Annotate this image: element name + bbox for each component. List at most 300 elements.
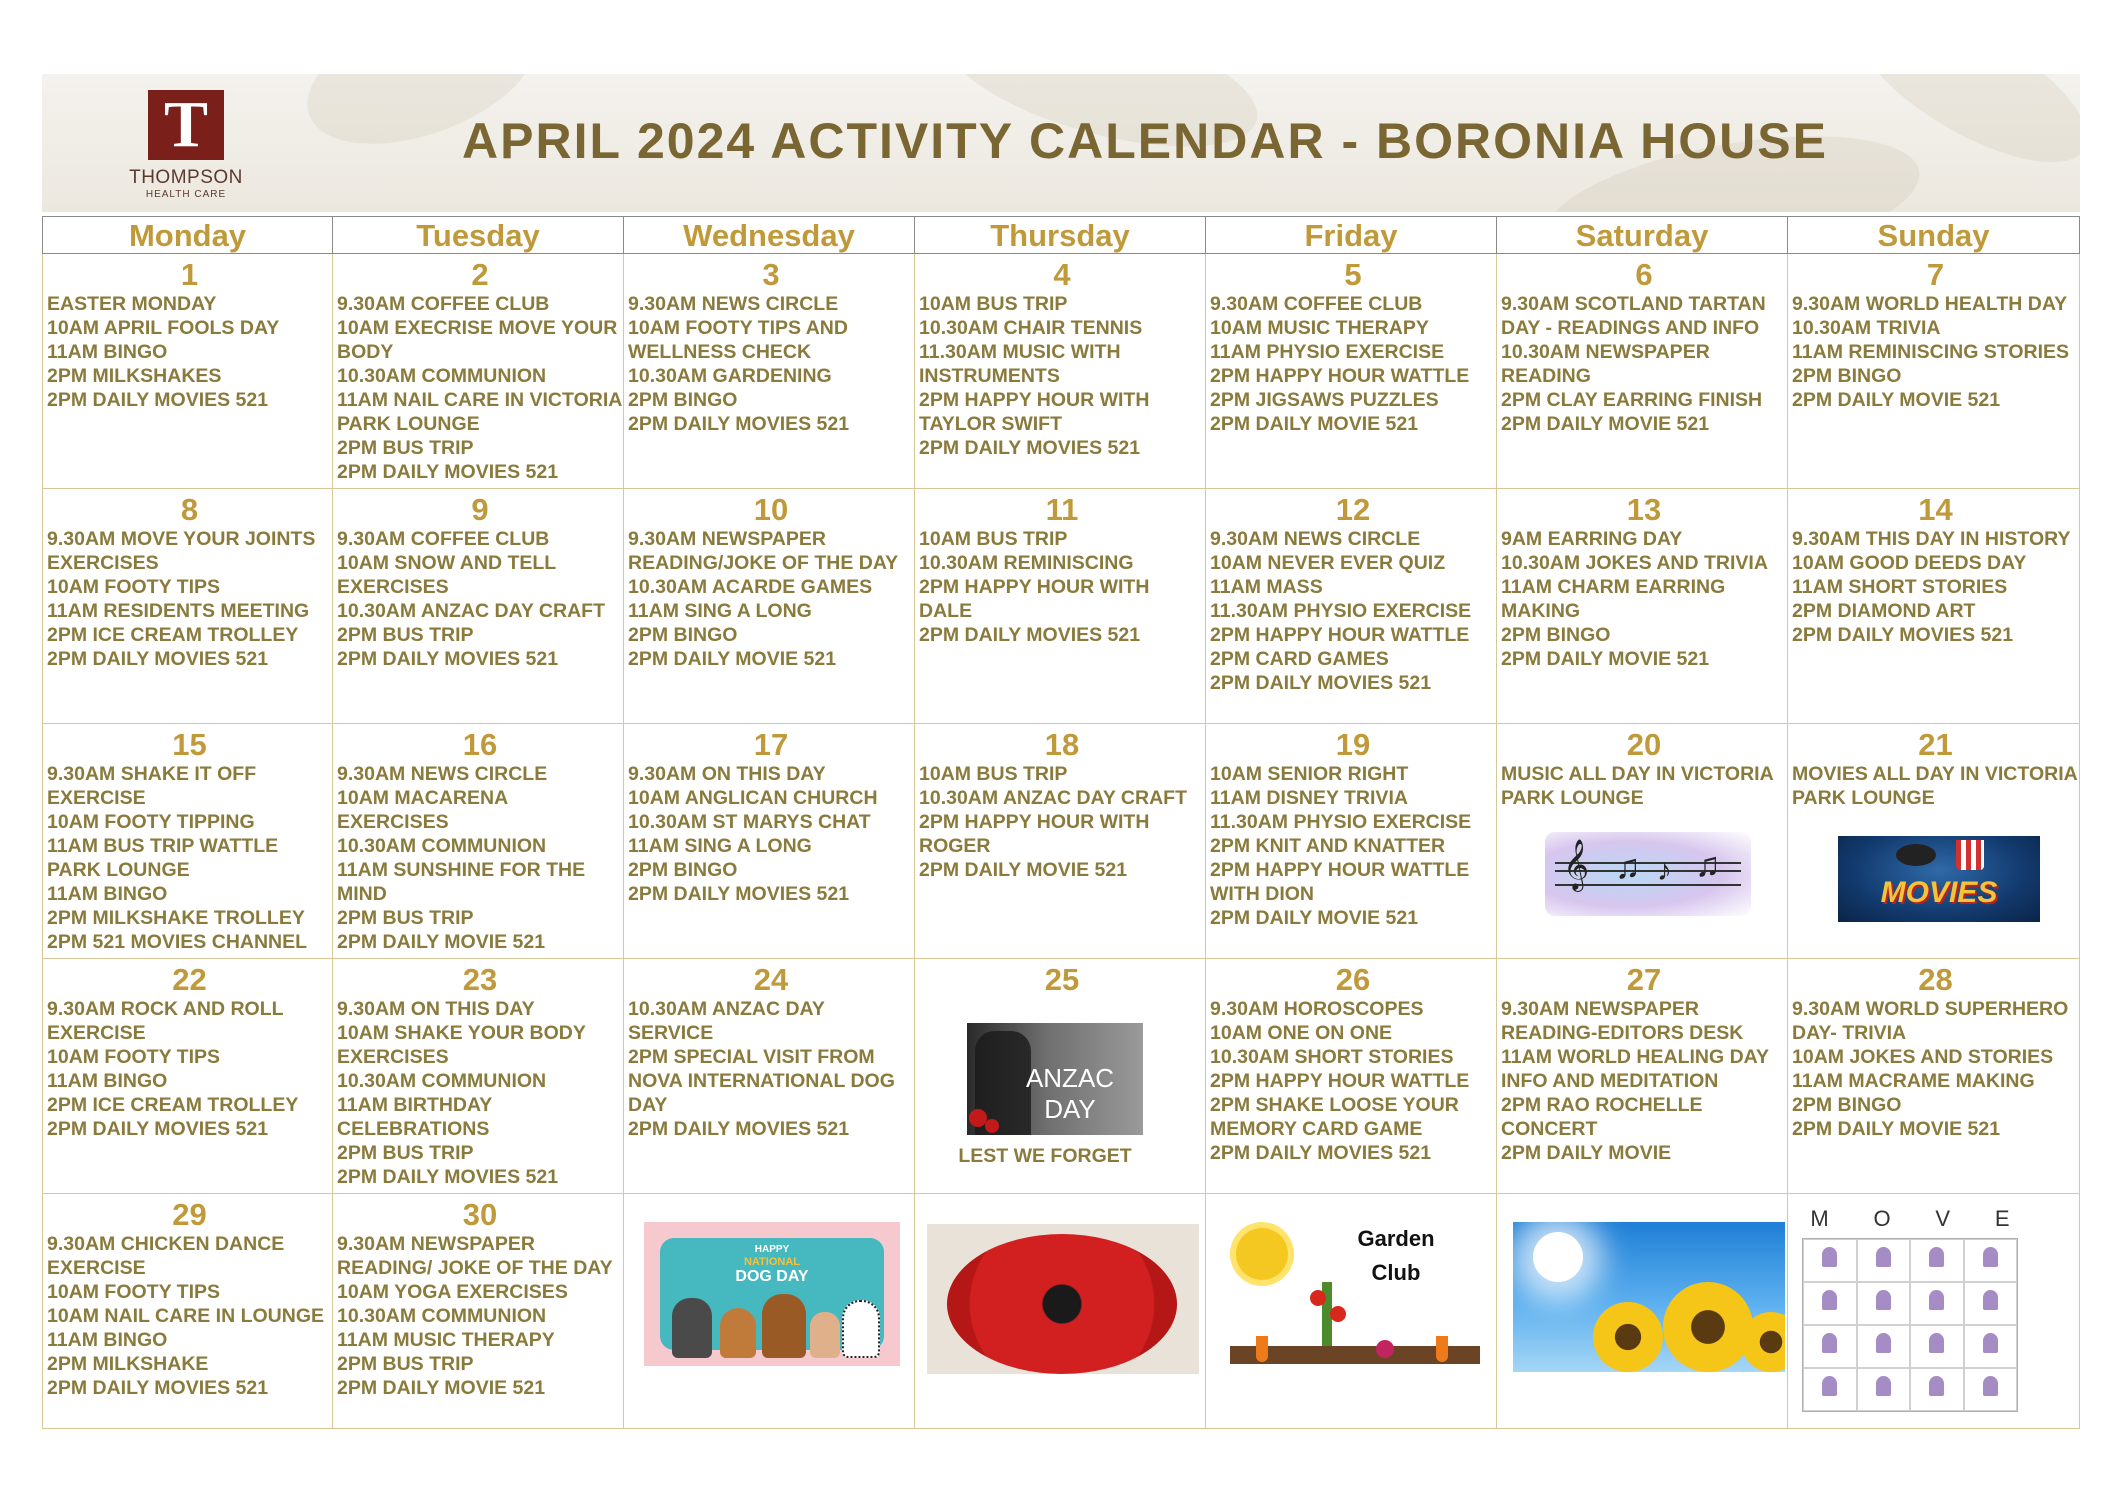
day-cell-29 — [42, 1194, 333, 1429]
day-number: 5 — [1344, 257, 1362, 292]
activity-item: 2PM DAILY MOVIE 521 — [1210, 907, 1419, 929]
day-number: 30 — [462, 1197, 498, 1232]
activity-item: 10AM BUS TRIP — [919, 293, 1068, 315]
day-cell-7 — [1788, 254, 2080, 489]
day-number: 2 — [471, 257, 489, 292]
activity-item: 2PM DAILY MOVIES 521 — [47, 389, 269, 411]
exercise-illustration — [1910, 1325, 1964, 1368]
activity-item: 10AM FOOTY TIPS — [47, 1281, 221, 1303]
activity-item: 10AM YOGA EXERCISES — [337, 1281, 568, 1303]
activity-item: 2PM BUS TRIP — [337, 437, 474, 459]
day-cell-1 — [42, 254, 333, 489]
day-header-friday: Friday — [1206, 216, 1497, 254]
activity-item: 2PM DAILY MOVIES 521 — [47, 1118, 269, 1140]
day-number: 16 — [462, 727, 498, 762]
activity-item: 9.30AM MOVE YOUR JOINTS EXERCISES — [47, 528, 316, 574]
day-number: 4 — [1053, 257, 1071, 292]
activity-item: 2PM ICE CREAM TROLLEY — [47, 624, 299, 646]
activity-list — [919, 292, 1205, 460]
day-number: 19 — [1335, 727, 1371, 762]
movies-image — [1838, 836, 2040, 922]
dog-day-happy: HAPPY — [754, 1244, 790, 1255]
day-header-saturday: Saturday — [1497, 216, 1788, 254]
activity-item: 2PM DAILY MOVIES 521 — [628, 883, 850, 905]
activity-item: 11AM RESIDENTS MEETING — [47, 600, 310, 622]
activity-item: 2PM DAILY MOVIES 521 — [1210, 1142, 1432, 1164]
empty-cell-friday — [1206, 1194, 1497, 1429]
page-title: APRIL 2024 ACTIVITY CALENDAR - BORONIA HOUSE — [462, 113, 1828, 169]
activity-item: 10AM JOKES AND STORIES — [1792, 1046, 2054, 1068]
activity-item: 2PM BUS TRIP — [337, 1142, 474, 1164]
activity-item: 10.30AM GARDENING — [628, 365, 832, 387]
activity-item: 10AM FOOTY TIPS — [47, 576, 221, 598]
activity-list — [1792, 762, 2079, 810]
activity-item: 2PM HAPPY HOUR WATTLE — [1210, 624, 1470, 646]
activity-item: 2PM DAILY MOVIES 521 — [47, 1377, 269, 1399]
activity-list — [1210, 762, 1496, 930]
activity-list — [337, 292, 623, 484]
day-cell-25 — [915, 959, 1206, 1194]
activity-item: 2PM BINGO — [628, 624, 738, 646]
activity-item: 2PM DAILY MOVIE 521 — [628, 648, 837, 670]
exercise-illustration — [1910, 1282, 1964, 1325]
logo-mark: T — [148, 90, 224, 160]
empty-cell-wednesday — [624, 1194, 915, 1429]
activity-item: 9.30AM WORLD SUPERHERO DAY- TRIVIA — [1792, 998, 2069, 1044]
activity-item: 2PM SPECIAL VISIT FROM NOVA INTERNATIONAL DOG DAY — [628, 1046, 895, 1116]
activity-item: 11AM BUS TRIP WATTLE PARK LOUNGE — [47, 835, 279, 881]
activity-item: 11AM PHYSIO EXERCISE — [1210, 341, 1445, 363]
activity-item: 11AM SHORT STORIES — [1792, 576, 2008, 598]
activity-item: 2PM JIGSAWS PUZZLES — [1210, 389, 1439, 411]
activity-item: 9.30AM ROCK AND ROLL EXERCISE — [47, 998, 284, 1044]
activity-item: 9.30AM COFFEE CLUB — [1210, 293, 1423, 315]
activity-list — [628, 762, 914, 906]
activity-list — [47, 762, 332, 954]
activity-item: 11AM DISNEY TRIVIA — [1210, 787, 1408, 809]
activity-item: 9.30AM NEWSPAPER READING/JOKE OF THE DAY — [628, 528, 899, 574]
day-number: 7 — [1926, 257, 1945, 292]
activity-item: 10.30AM SHORT STORIES — [1210, 1046, 1454, 1068]
activity-item: 9.30AM THIS DAY IN HISTORY — [1792, 528, 2071, 550]
exercise-illustration — [1964, 1325, 2018, 1368]
activity-item: 10AM FOOTY TIPPING — [47, 811, 255, 833]
day-cell-22 — [42, 959, 333, 1194]
activity-item: 2PM HAPPY HOUR WITH ROGER — [919, 811, 1150, 857]
anzac-day-image — [967, 1023, 1143, 1135]
activity-item: 2PM BINGO — [1792, 365, 1902, 387]
activity-item: 2PM DAILY MOVIES 521 — [337, 461, 559, 483]
popcorn-icon — [1956, 840, 1984, 870]
day-cell-24 — [624, 959, 915, 1194]
activity-list — [337, 1232, 623, 1400]
activity-item: 9.30AM COFFEE CLUB — [337, 293, 550, 315]
activity-item: 10AM APRIL FOOLS DAY — [47, 317, 280, 339]
day-number: 10 — [753, 492, 789, 527]
day-header-tuesday: Tuesday — [333, 216, 624, 254]
music-note-icon: 𝄞 — [1563, 840, 1590, 889]
activity-item: 10.30AM COMMUNION — [337, 835, 547, 857]
activity-item: 9.30AM WORLD HEALTH DAY — [1792, 293, 2068, 315]
activity-item: 2PM BINGO — [1792, 1094, 1902, 1116]
activity-item: 2PM HAPPY HOUR WITH DALE — [919, 576, 1150, 622]
activity-item: 11AM MUSIC THERAPY — [337, 1329, 555, 1351]
day-cell-17 — [624, 724, 915, 959]
move-letters — [1788, 1206, 2032, 1232]
activity-item: 11AM SING A LONG — [628, 600, 812, 622]
day-number: 14 — [1918, 492, 1953, 527]
activity-item: 9.30AM COFFEE CLUB — [337, 528, 550, 550]
day-cell-3 — [624, 254, 915, 489]
day-number: 3 — [762, 257, 780, 292]
day-header-monday: Monday — [42, 216, 333, 254]
activity-list — [1501, 292, 1787, 436]
activity-item: 11AM SING A LONG — [628, 835, 812, 857]
day-cell-13 — [1497, 489, 1788, 724]
activity-list — [1210, 997, 1496, 1165]
activity-item: 10AM FOOTY TIPS — [47, 1046, 221, 1068]
sun-icon — [1236, 1228, 1288, 1280]
activity-item: 9.30AM NEWSPAPER READING-EDITORS DESK — [1501, 998, 1744, 1044]
movies-label: MOVIES — [1880, 876, 1998, 909]
day-cell-21 — [1788, 724, 2080, 959]
day-cell-10 — [624, 489, 915, 724]
activity-item: 2PM DAILY MOVIES 521 — [337, 648, 559, 670]
activity-item: 2PM DAILY MOVIE — [1501, 1142, 1672, 1164]
activity-item: 2PM HAPPY HOUR WATTLE — [1210, 1070, 1470, 1092]
activity-list — [337, 762, 623, 954]
activity-item: 11AM SUNSHINE FOR THE MIND — [337, 859, 586, 905]
radish-icon — [1376, 1340, 1394, 1358]
day-cell-19 — [1206, 724, 1497, 959]
activity-item: 2PM DIAMOND ART — [1792, 600, 1976, 622]
exercise-illustration — [1857, 1282, 1911, 1325]
garden-club-image — [1226, 1216, 1486, 1366]
activity-item: 2PM DAILY MOVIES 521 — [47, 648, 269, 670]
activity-list — [1501, 762, 1787, 810]
exercise-illustration — [1857, 1239, 1911, 1282]
activity-item: 10.30AM NEWSPAPER READING — [1501, 341, 1710, 387]
activity-item: 9.30AM ON THIS DAY — [337, 998, 535, 1020]
activity-item: 11AM BIRTHDAY CELEBRATIONS — [337, 1094, 492, 1140]
exercise-illustration — [1964, 1239, 2018, 1282]
activity-item: MOVIES ALL DAY IN VICTORIA PARK LOUNGE — [1792, 763, 2077, 809]
activity-item: 10AM ONE ON ONE — [1210, 1022, 1393, 1044]
day-cell-5 — [1206, 254, 1497, 489]
activity-item: 2PM DAILY MOVIES 521 — [628, 413, 850, 435]
activity-list — [1210, 527, 1496, 695]
move-letter: E — [1994, 1206, 2010, 1231]
activity-item: 10.30AM COMMUNION — [337, 1070, 547, 1092]
activity-item: 9AM EARRING DAY — [1501, 528, 1683, 550]
exercise-grid — [1802, 1238, 2018, 1412]
calendar-grid — [42, 216, 2080, 1429]
exercise-illustration — [1910, 1239, 1964, 1282]
activity-item: 9.30AM NEWS CIRCLE — [337, 763, 548, 785]
activity-item: 11AM BINGO — [47, 883, 168, 905]
day-cell-27 — [1497, 959, 1788, 1194]
day-cell-15 — [42, 724, 333, 959]
activity-list — [47, 997, 332, 1141]
move-letter: O — [1873, 1206, 1891, 1231]
activity-item: 2PM RAO ROCHELLE CONCERT — [1501, 1094, 1703, 1140]
exercise-illustration — [1803, 1368, 1857, 1411]
activity-item: 10AM BUS TRIP — [919, 528, 1068, 550]
exercise-illustration — [1803, 1325, 1857, 1368]
sunflower-icon — [1593, 1302, 1663, 1372]
activity-item: 9.30AM ON THIS DAY — [628, 763, 826, 785]
activity-item: 9.30AM CHICKEN DANCE EXERCISE — [47, 1233, 285, 1279]
activity-list — [1792, 997, 2079, 1141]
day-number: 8 — [180, 492, 199, 527]
day-cell-4 — [915, 254, 1206, 489]
activity-item: 10.30AM COMMUNION — [337, 365, 547, 387]
activity-item: 2PM SHAKE LOOSE YOUR MEMORY CARD GAME — [1210, 1094, 1459, 1140]
activity-item: 2PM DAILY MOVIE 521 — [1792, 1118, 2001, 1140]
day-number: 26 — [1335, 962, 1371, 997]
exercise-illustration — [1857, 1325, 1911, 1368]
empty-cell-saturday — [1497, 1194, 1788, 1429]
activity-list — [47, 1232, 332, 1400]
dog-icon — [810, 1312, 840, 1358]
activity-item: 2PM BUS TRIP — [337, 624, 474, 646]
day-number: 27 — [1626, 962, 1662, 997]
day-cell-16 — [333, 724, 624, 959]
exercise-illustration — [1857, 1368, 1911, 1411]
activity-item: 10.30AM JOKES AND TRIVIA — [1501, 552, 1768, 574]
activity-list — [919, 527, 1205, 647]
activity-list — [919, 762, 1205, 882]
move-letter: V — [1935, 1206, 1951, 1231]
activity-item: 11AM BINGO — [47, 1070, 168, 1092]
activity-item: 2PM 521 MOVIES CHANNEL — [47, 931, 308, 953]
poppy-image — [927, 1224, 1199, 1374]
activity-item: 11.30AM PHYSIO EXERCISE — [1210, 811, 1472, 833]
activity-item: 2PM CLAY EARRING FINISH — [1501, 389, 1763, 411]
day-number: 12 — [1335, 492, 1371, 527]
activity-item: 2PM DAILY MOVIES 521 — [1792, 624, 2014, 646]
day-header-thursday: Thursday — [915, 216, 1206, 254]
activity-item: 2PM DAILY MOVIE 521 — [1210, 413, 1419, 435]
day-cell-14 — [1788, 489, 2080, 724]
activity-item: EASTER MONDAY — [47, 293, 217, 315]
day-number: 1 — [180, 257, 199, 292]
activity-item: 2PM MILKSHAKE TROLLEY — [47, 907, 305, 929]
activity-item: 2PM DAILY MOVIES 521 — [919, 437, 1141, 459]
dog-day-title: DOG DAY — [735, 1268, 809, 1285]
day-header-wednesday: Wednesday — [624, 216, 915, 254]
activity-item: 2PM DAILY MOVIES 521 — [919, 624, 1141, 646]
activity-item: 2PM DAILY MOVIES 521 — [337, 1166, 559, 1188]
activity-item: 10AM MUSIC THERAPY — [1210, 317, 1429, 339]
day-number: 23 — [462, 962, 498, 997]
exercise-illustration — [1803, 1239, 1857, 1282]
activity-item: 10AM NEVER EVER QUIZ — [1210, 552, 1446, 574]
activity-item: 2PM HAPPY HOUR WITH TAYLOR SWIFT — [919, 389, 1150, 435]
activity-item: 10.30AM REMINISCING — [919, 552, 1134, 574]
activity-item: 11.30AM PHYSIO EXERCISE — [1210, 600, 1472, 622]
carrot-icon — [1256, 1336, 1268, 1362]
day-number: 24 — [753, 962, 789, 997]
activity-item: 2PM DAILY MOVIES 521 — [1210, 672, 1432, 694]
activity-item: 11AM BINGO — [47, 1329, 168, 1351]
dog-icon — [842, 1300, 880, 1358]
exercise-illustration — [1964, 1282, 2018, 1325]
activity-item: 10AM BUS TRIP — [919, 763, 1068, 785]
activity-item: 10AM GOOD DEEDS DAY — [1792, 552, 2027, 574]
activity-item: 2PM DAILY MOVIE 521 — [337, 1377, 546, 1399]
day-number: 15 — [172, 727, 207, 762]
activity-item: 2PM HAPPY HOUR WATTLE — [1210, 365, 1470, 387]
sunflowers-image — [1513, 1222, 1785, 1372]
music-note-icon: ♪ — [1657, 854, 1672, 887]
activity-list — [47, 292, 332, 412]
day-number: 18 — [1044, 727, 1080, 762]
empty-cell-sunday — [1788, 1194, 2080, 1429]
day-cell-2 — [333, 254, 624, 489]
day-number: 6 — [1635, 257, 1653, 292]
lest-we-forget-caption: LEST WE FORGET — [958, 1145, 1132, 1167]
activity-list — [337, 997, 623, 1189]
dog-icon — [762, 1294, 806, 1358]
activity-item: 9.30AM SHAKE IT OFF EXERCISE — [47, 763, 257, 809]
activity-item: 11AM REMINISCING STORIES — [1792, 341, 2070, 363]
activity-item: 10AM MACARENA EXERCISES — [337, 787, 508, 833]
activity-list — [47, 527, 332, 671]
film-reel-icon — [1896, 844, 1936, 866]
sun-icon — [1533, 1232, 1583, 1282]
day-cell-26 — [1206, 959, 1497, 1194]
activity-item: 9.30AM NEWSPAPER READING/ JOKE OF THE DAY — [337, 1233, 613, 1279]
dog-day-image — [644, 1222, 900, 1366]
activity-item: 10AM FOOTY TIPS AND WELLNESS CHECK — [628, 317, 848, 363]
activity-item: 10AM ANGLICAN CHURCH — [628, 787, 878, 809]
exercise-illustration — [1910, 1368, 1964, 1411]
activity-item: 2PM CARD GAMES — [1210, 648, 1389, 670]
activity-item: 10.30AM ANZAC DAY SERVICE — [628, 998, 825, 1044]
dog-icon — [672, 1298, 712, 1358]
activity-item: 2PM BUS TRIP — [337, 907, 474, 929]
garden-club-line2: Club — [1371, 1260, 1421, 1285]
activity-item: 2PM KNIT AND KNATTER — [1210, 835, 1446, 857]
activity-item: 11AM NAIL CARE IN VICTORIA PARK LOUNGE — [337, 389, 622, 435]
carrot-icon — [1436, 1336, 1448, 1362]
tomato-icon — [1310, 1290, 1326, 1306]
activity-item: 10.30AM ST MARYS CHAT — [628, 811, 871, 833]
activity-item: 2PM DAILY MOVIE 521 — [919, 859, 1128, 881]
activity-item: 10AM SHAKE YOUR BODY EXERCISES — [337, 1022, 586, 1068]
move-exercise-chart — [1788, 1194, 2032, 1420]
music-note-icon: ♫ — [1615, 848, 1641, 886]
activity-item: 2PM ICE CREAM TROLLEY — [47, 1094, 299, 1116]
day-cell-18 — [915, 724, 1206, 959]
music-note-icon: ♫ — [1695, 846, 1721, 884]
day-number: 22 — [172, 962, 207, 997]
activity-item: 11AM MACRAME MAKING — [1792, 1070, 2035, 1092]
sunflower-icon — [1663, 1282, 1753, 1372]
dog-day-national: NATIONAL — [743, 1256, 800, 1268]
activity-item: 10.30AM ACARDE GAMES — [628, 576, 873, 598]
activity-item: 11AM MASS — [1210, 576, 1323, 598]
day-cell-11 — [915, 489, 1206, 724]
day-number: 29 — [172, 1197, 207, 1232]
anzac-day-label: ANZAC DAY — [1025, 1063, 1115, 1124]
day-number: 17 — [753, 727, 789, 762]
logo-subtitle: HEALTH CARE — [145, 189, 227, 200]
activity-item: 2PM BINGO — [628, 389, 738, 411]
activity-item: 11AM BINGO — [47, 341, 168, 363]
activity-list — [1792, 292, 2079, 412]
activity-item: 9.30AM SCOTLAND TARTAN DAY - READINGS AND INFO — [1501, 293, 1766, 339]
logo-name: THOMPSON — [129, 167, 243, 188]
exercise-illustration — [1803, 1282, 1857, 1325]
activity-list — [628, 997, 914, 1141]
activity-item: 2PM HAPPY HOUR WATTLE WITH DION — [1210, 859, 1470, 905]
activity-item: 10AM NAIL CARE IN LOUNGE — [47, 1305, 324, 1327]
activity-item: 2PM BINGO — [1501, 624, 1611, 646]
day-cell-6 — [1497, 254, 1788, 489]
activity-item: 10AM SNOW AND TELL EXERCISES — [337, 552, 556, 598]
activity-item: 2PM MILKSHAKE — [47, 1353, 209, 1375]
activity-item: 10.30AM CHAIR TENNIS — [919, 317, 1143, 339]
empty-cell-thursday — [915, 1194, 1206, 1429]
day-header-sunday: Sunday — [1788, 216, 2080, 254]
activity-item: 11.30AM MUSIC WITH INSTRUMENTS — [919, 341, 1121, 387]
day-number: 28 — [1918, 962, 1953, 997]
dog-icon — [720, 1308, 756, 1358]
day-cell-12 — [1206, 489, 1497, 724]
day-cell-20 — [1497, 724, 1788, 959]
activity-item: 11AM WORLD HEALING DAY INFO AND MEDITATION — [1501, 1046, 1769, 1092]
activity-item: 2PM DAILY MOVIE 521 — [337, 931, 546, 953]
day-cell-8 — [42, 489, 333, 724]
activity-item: 9.30AM NEWS CIRCLE — [1210, 528, 1421, 550]
activity-list — [1792, 527, 2079, 647]
activity-item: 10.30AM ANZAC DAY CRAFT — [337, 600, 605, 622]
exercise-illustration — [1964, 1368, 2018, 1411]
tomato-icon — [1330, 1306, 1346, 1322]
activity-item: 9.30AM HOROSCOPES — [1210, 998, 1424, 1020]
day-number: 20 — [1626, 727, 1662, 762]
activity-list — [1501, 997, 1787, 1165]
day-cell-28 — [1788, 959, 2080, 1194]
activity-item: 10.30AM ANZAC DAY CRAFT — [919, 787, 1187, 809]
garden-club-line1: Garden — [1357, 1226, 1435, 1251]
activity-item: 2PM BINGO — [628, 859, 738, 881]
day-number: 25 — [1044, 962, 1080, 997]
day-number: 21 — [1918, 727, 1953, 762]
day-number: 11 — [1045, 492, 1079, 527]
activity-item: 9.30AM NEWS CIRCLE — [628, 293, 839, 315]
day-number: 9 — [471, 492, 489, 527]
activity-item: 11AM CHARM EARRING MAKING — [1501, 576, 1726, 622]
activity-item: 2PM DAILY MOVIE 521 — [1501, 648, 1710, 670]
activity-item: 2PM DAILY MOVIES 521 — [628, 1118, 850, 1140]
day-cell-9 — [333, 489, 624, 724]
activity-list — [628, 527, 914, 671]
activity-list — [1210, 292, 1496, 436]
music-notes-image — [1545, 832, 1751, 916]
activity-item: MUSIC ALL DAY IN VICTORIA PARK LOUNGE — [1501, 763, 1773, 809]
day-cell-30 — [333, 1194, 624, 1429]
activity-list — [628, 292, 914, 436]
calendar-header — [42, 74, 2080, 212]
activity-item: 2PM BUS TRIP — [337, 1353, 474, 1375]
activity-list — [1501, 527, 1787, 671]
activity-item: 2PM MILKSHAKES — [47, 365, 222, 387]
move-letter: M — [1810, 1206, 1829, 1231]
day-cell-23 — [333, 959, 624, 1194]
